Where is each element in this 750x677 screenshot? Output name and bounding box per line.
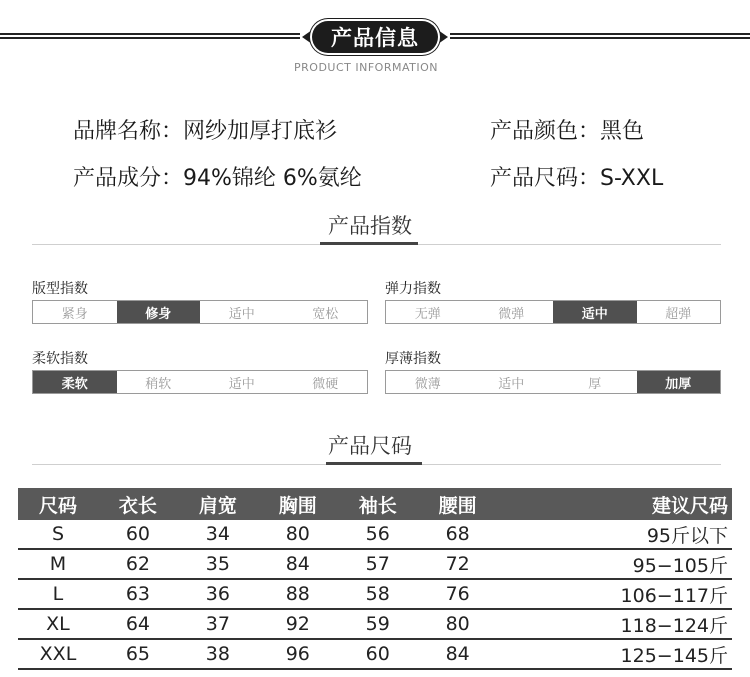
index-option-selected: 加厚	[637, 371, 721, 393]
table-cell: 95斤以下	[498, 520, 732, 549]
index-label-elasticity: 弹力指数	[385, 281, 441, 297]
table-cell: 95−105斤	[498, 549, 732, 579]
header-notch-right	[438, 30, 448, 44]
index-bar-thickness	[385, 370, 721, 394]
index-section-title: 产品指数	[328, 214, 412, 238]
table-cell: 80	[258, 520, 338, 549]
table-row	[18, 609, 732, 639]
index-option: 适中	[498, 376, 525, 392]
table-cell: 118−124斤	[498, 609, 732, 639]
table-cell: 84	[258, 549, 338, 579]
index-option: 超弹	[665, 306, 692, 322]
index-option: 微薄	[414, 376, 441, 392]
header-rule-right	[450, 33, 750, 39]
index-option: 适中	[228, 306, 255, 322]
size-table	[18, 488, 732, 670]
table-header-cell: 尺码	[18, 488, 98, 520]
header-notch-left	[302, 30, 312, 44]
index-section-underline	[320, 242, 418, 245]
table-cell: L	[18, 579, 98, 609]
table-cell: 60	[338, 639, 418, 669]
index-bar-fit	[32, 300, 368, 324]
table-cell: 80	[418, 609, 498, 639]
index-option-selected: 适中	[553, 301, 637, 323]
table-cell: 76	[418, 579, 498, 609]
table-header-cell: 建议尺码	[498, 488, 732, 520]
table-cell: 35	[178, 549, 258, 579]
index-option: 厚	[588, 376, 602, 392]
index-option: 微硬	[312, 376, 339, 392]
size-section-title: 产品尺码	[328, 434, 412, 458]
table-cell: 56	[338, 520, 418, 549]
index-bar-elasticity	[385, 300, 721, 324]
table-cell: 72	[418, 549, 498, 579]
table-row	[18, 579, 732, 609]
table-row	[18, 549, 732, 579]
table-row	[18, 639, 732, 669]
table-cell: XXL	[18, 639, 98, 669]
table-cell: 36	[178, 579, 258, 609]
table-cell: 65	[98, 639, 178, 669]
index-option-selected: 修身	[117, 301, 201, 323]
header-rule-left	[0, 33, 300, 39]
index-option: 微弹	[498, 306, 525, 322]
table-cell: XL	[18, 609, 98, 639]
table-header-cell: 袖长	[338, 488, 418, 520]
size-section-underline	[326, 462, 422, 465]
page-subtitle: PRODUCT INFORMATION	[294, 61, 438, 74]
table-cell: S	[18, 520, 98, 549]
table-cell: M	[18, 549, 98, 579]
table-header-cell: 肩宽	[178, 488, 258, 520]
index-label-fit: 版型指数	[32, 281, 88, 297]
product-material: 产品成分：94%锦纶 6%氨纶	[73, 166, 362, 191]
page-title: 产品信息	[312, 21, 438, 53]
table-header-cell: 腰围	[418, 488, 498, 520]
product-size-range: 产品尺码：S-XXL	[490, 166, 664, 191]
index-label-softness: 柔软指数	[32, 351, 88, 367]
index-option: 无弹	[414, 306, 441, 322]
index-bar-softness	[32, 370, 368, 394]
table-cell: 59	[338, 609, 418, 639]
product-color: 产品颜色：黑色	[490, 119, 645, 144]
table-cell: 64	[98, 609, 178, 639]
index-label-thickness: 厚薄指数	[385, 351, 441, 367]
index-option: 稍软	[145, 376, 172, 392]
table-cell: 106−117斤	[498, 579, 732, 609]
table-header-row	[18, 488, 732, 520]
table-cell: 68	[418, 520, 498, 549]
table-header-cell: 衣长	[98, 488, 178, 520]
table-header-cell: 胸围	[258, 488, 338, 520]
table-cell: 60	[98, 520, 178, 549]
table-cell: 62	[98, 549, 178, 579]
index-option: 紧身	[61, 306, 88, 322]
table-cell: 96	[258, 639, 338, 669]
index-option-selected: 柔软	[33, 371, 117, 393]
table-cell: 88	[258, 579, 338, 609]
table-cell: 125−145斤	[498, 639, 732, 669]
table-cell: 38	[178, 639, 258, 669]
table-cell: 37	[178, 609, 258, 639]
table-cell: 57	[338, 549, 418, 579]
table-cell: 63	[98, 579, 178, 609]
brand-name: 品牌名称：网纱加厚打底衫	[73, 119, 338, 144]
table-cell: 92	[258, 609, 338, 639]
index-option: 适中	[228, 376, 255, 392]
table-cell: 84	[418, 639, 498, 669]
table-cell: 58	[338, 579, 418, 609]
table-cell: 34	[178, 520, 258, 549]
index-option: 宽松	[312, 306, 339, 322]
table-row	[18, 520, 732, 549]
